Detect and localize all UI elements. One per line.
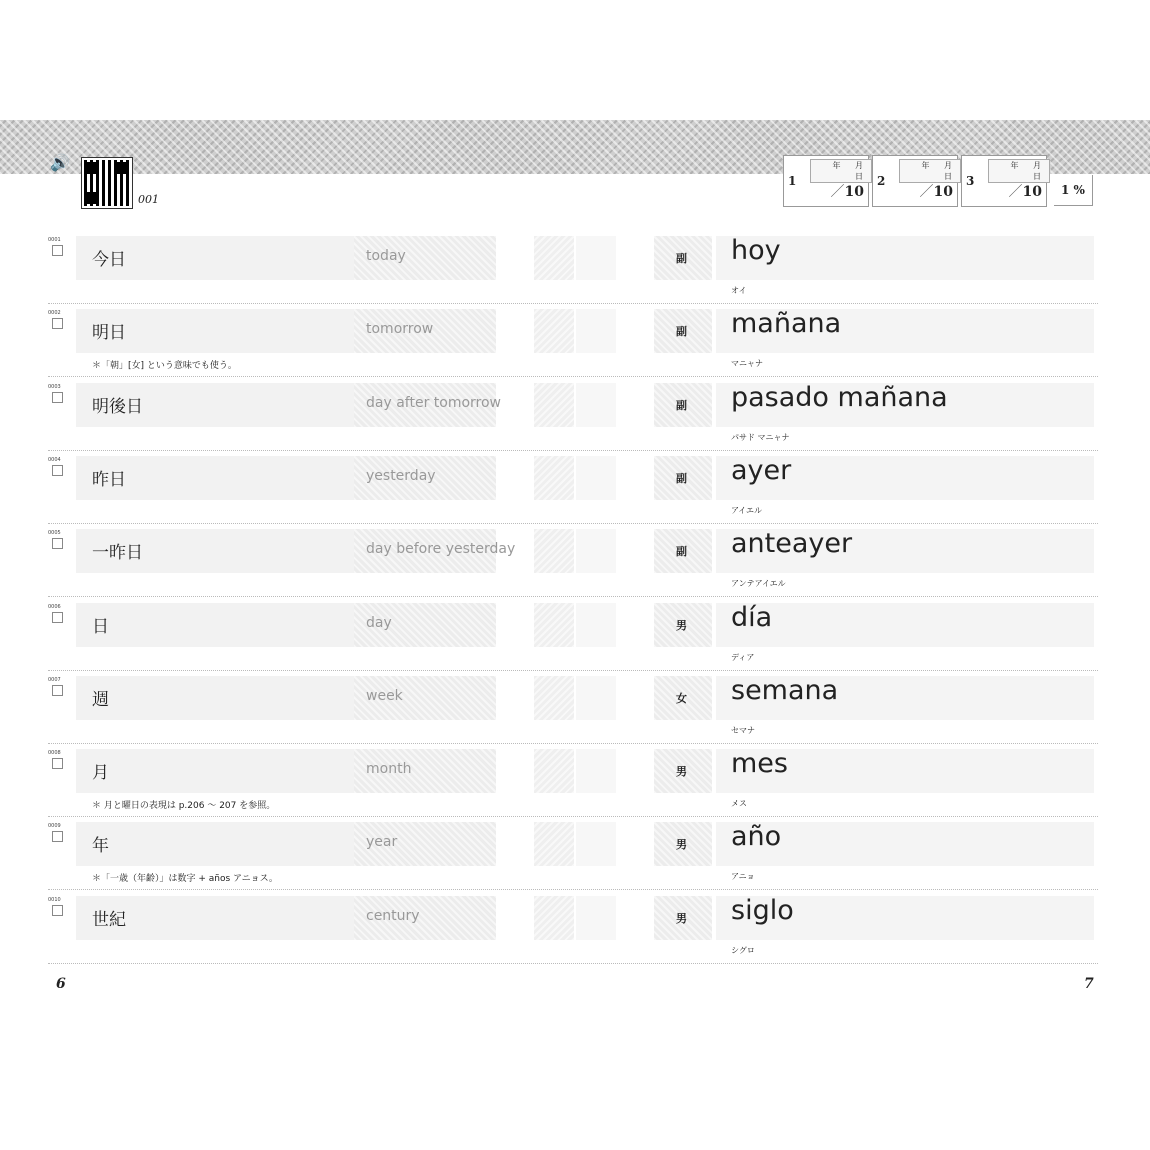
- katakana-reading: セマナ: [731, 725, 755, 735]
- blank-cell: [576, 603, 616, 647]
- vocab-row: [48, 230, 1098, 304]
- blank-cell: [576, 456, 616, 500]
- part-of-speech: 男: [676, 838, 687, 852]
- entry-number: 0004: [48, 456, 61, 463]
- entry-number: 0003: [48, 383, 61, 390]
- entry-checkbox[interactable]: [52, 318, 63, 329]
- spanish-word: año: [731, 821, 782, 853]
- spanish-word: mañana: [731, 308, 842, 340]
- entry-checkbox[interactable]: [52, 758, 63, 769]
- blank-cell: [534, 822, 574, 866]
- entry-checkbox[interactable]: [52, 612, 63, 623]
- vocab-row: [48, 450, 1098, 524]
- blank-cell: [534, 383, 574, 427]
- part-of-speech: 副: [676, 325, 687, 339]
- entry-checkbox[interactable]: [52, 245, 63, 256]
- entry-checkbox[interactable]: [52, 392, 63, 403]
- english-gloss: year: [366, 834, 398, 851]
- spanish-word: semana: [731, 674, 839, 706]
- blank-cell: [534, 456, 574, 500]
- speaker-icon[interactable]: 🔊: [50, 153, 70, 172]
- part-of-speech: 男: [676, 765, 687, 779]
- katakana-reading: オイ: [731, 286, 747, 295]
- entry-number: 0010: [48, 896, 61, 903]
- english-gloss: tomorrow: [366, 321, 434, 338]
- round-number: 2: [877, 174, 886, 188]
- vocab-row: [48, 670, 1098, 744]
- spanish-word: siglo: [731, 894, 794, 926]
- part-of-speech: 副: [676, 545, 687, 559]
- japanese-word: 昨日: [92, 469, 126, 490]
- english-gloss: yesterday: [366, 467, 436, 484]
- vocab-row: [48, 523, 1098, 597]
- track-number: 001: [138, 193, 159, 206]
- part-of-speech: 男: [676, 911, 687, 925]
- english-gloss: day before yesterday: [366, 541, 516, 558]
- part-of-speech: 副: [676, 398, 687, 412]
- blank-cell: [534, 896, 574, 940]
- usage-note: ＊「一歳（年齢）」は数字 + años アニョス。: [92, 874, 278, 885]
- entry-number: 0007: [48, 676, 61, 683]
- entry-number: 0005: [48, 530, 61, 537]
- part-of-speech: 女: [676, 691, 687, 705]
- usage-note: ＊「朝」[女] という意味でも使う。: [92, 361, 237, 372]
- entry-number: 0001: [48, 237, 61, 243]
- english-gloss: century: [366, 907, 420, 924]
- spanish-word: pasado mañana: [731, 381, 948, 413]
- usage-note: ＊ 月と曜日の表現は p.206 ～ 207 を参照。: [92, 801, 276, 812]
- part-of-speech: 副: [676, 252, 687, 265]
- spanish-word: hoy: [731, 235, 781, 266]
- part-of-speech: 男: [676, 618, 687, 632]
- page-number-right: 7: [1084, 976, 1094, 992]
- spanish-word: mes: [731, 748, 788, 780]
- english-gloss: day after tomorrow: [366, 394, 502, 411]
- blank-cell: [576, 822, 616, 866]
- entry-checkbox[interactable]: [52, 685, 63, 696]
- entry-checkbox[interactable]: [52, 831, 63, 842]
- japanese-word: 日: [92, 616, 109, 637]
- entry-checkbox[interactable]: [52, 465, 63, 476]
- part-of-speech: 副: [676, 471, 687, 485]
- vocab-row: [48, 816, 1098, 890]
- date-field: 年 月 日: [988, 159, 1050, 183]
- date-field: 年 月 日: [899, 159, 961, 183]
- entry-checkbox[interactable]: [52, 905, 63, 916]
- study-date-box-1[interactable]: [783, 155, 869, 207]
- vocab-row: [48, 597, 1098, 671]
- vocab-row: [48, 743, 1098, 817]
- blank-cell: [576, 236, 616, 280]
- round-number: 3: [966, 174, 975, 188]
- japanese-word: 世紀: [92, 909, 126, 930]
- katakana-reading: アンテアイエル: [731, 579, 786, 589]
- spanish-word: ayer: [731, 454, 792, 486]
- japanese-word: 明日: [92, 323, 126, 344]
- study-date-box-3[interactable]: [961, 155, 1047, 207]
- date-field: 年 月 日: [810, 159, 872, 183]
- english-gloss: today: [366, 248, 406, 264]
- japanese-word: 明後日: [92, 396, 143, 417]
- spanish-word: anteayer: [731, 528, 853, 560]
- score: ／10: [830, 184, 864, 200]
- score: ／10: [919, 184, 953, 200]
- japanese-word: 今日: [92, 250, 126, 270]
- blank-cell: [534, 749, 574, 793]
- japanese-word: 週: [92, 689, 109, 710]
- blank-cell: [576, 529, 616, 573]
- japanese-word: 月: [92, 763, 109, 784]
- vocab-row: [48, 890, 1098, 964]
- katakana-reading: ディア: [731, 652, 755, 662]
- katakana-reading: アイエル: [731, 505, 762, 515]
- vocab-row: [48, 303, 1098, 377]
- blank-cell: [576, 749, 616, 793]
- blank-cell: [534, 236, 574, 280]
- spanish-band: [716, 603, 1094, 647]
- entry-number: 0006: [48, 603, 61, 610]
- blank-cell: [576, 309, 616, 353]
- spanish-word: día: [731, 601, 773, 633]
- entry-number: 0002: [48, 310, 61, 317]
- qr-code-icon: [82, 158, 132, 208]
- score: ／10: [1008, 184, 1042, 200]
- english-gloss: month: [366, 761, 412, 778]
- japanese-word: 一昨日: [92, 543, 143, 564]
- english-gloss: day: [366, 614, 392, 631]
- entry-number: 0008: [48, 750, 61, 757]
- katakana-reading: マニャナ: [731, 359, 763, 369]
- blank-cell: [534, 676, 574, 720]
- entry-checkbox[interactable]: [52, 538, 63, 549]
- progress-percent: 1 %: [1054, 175, 1093, 206]
- blank-cell: [576, 383, 616, 427]
- page-number-left: 6: [56, 976, 66, 992]
- blank-cell: [534, 603, 574, 647]
- blank-cell: [534, 309, 574, 353]
- katakana-reading: メス: [731, 799, 747, 809]
- round-number: 1: [788, 174, 797, 188]
- study-date-box-2[interactable]: [872, 155, 958, 207]
- katakana-reading: パサド マニャナ: [731, 432, 790, 442]
- blank-cell: [576, 896, 616, 940]
- katakana-reading: アニョ: [731, 872, 755, 882]
- blank-cell: [576, 676, 616, 720]
- japanese-word: 年: [92, 836, 109, 857]
- vocab-row: [48, 377, 1098, 451]
- english-gloss: week: [366, 687, 403, 704]
- entry-number: 0009: [48, 823, 61, 830]
- blank-cell: [534, 529, 574, 573]
- katakana-reading: シグロ: [731, 945, 755, 955]
